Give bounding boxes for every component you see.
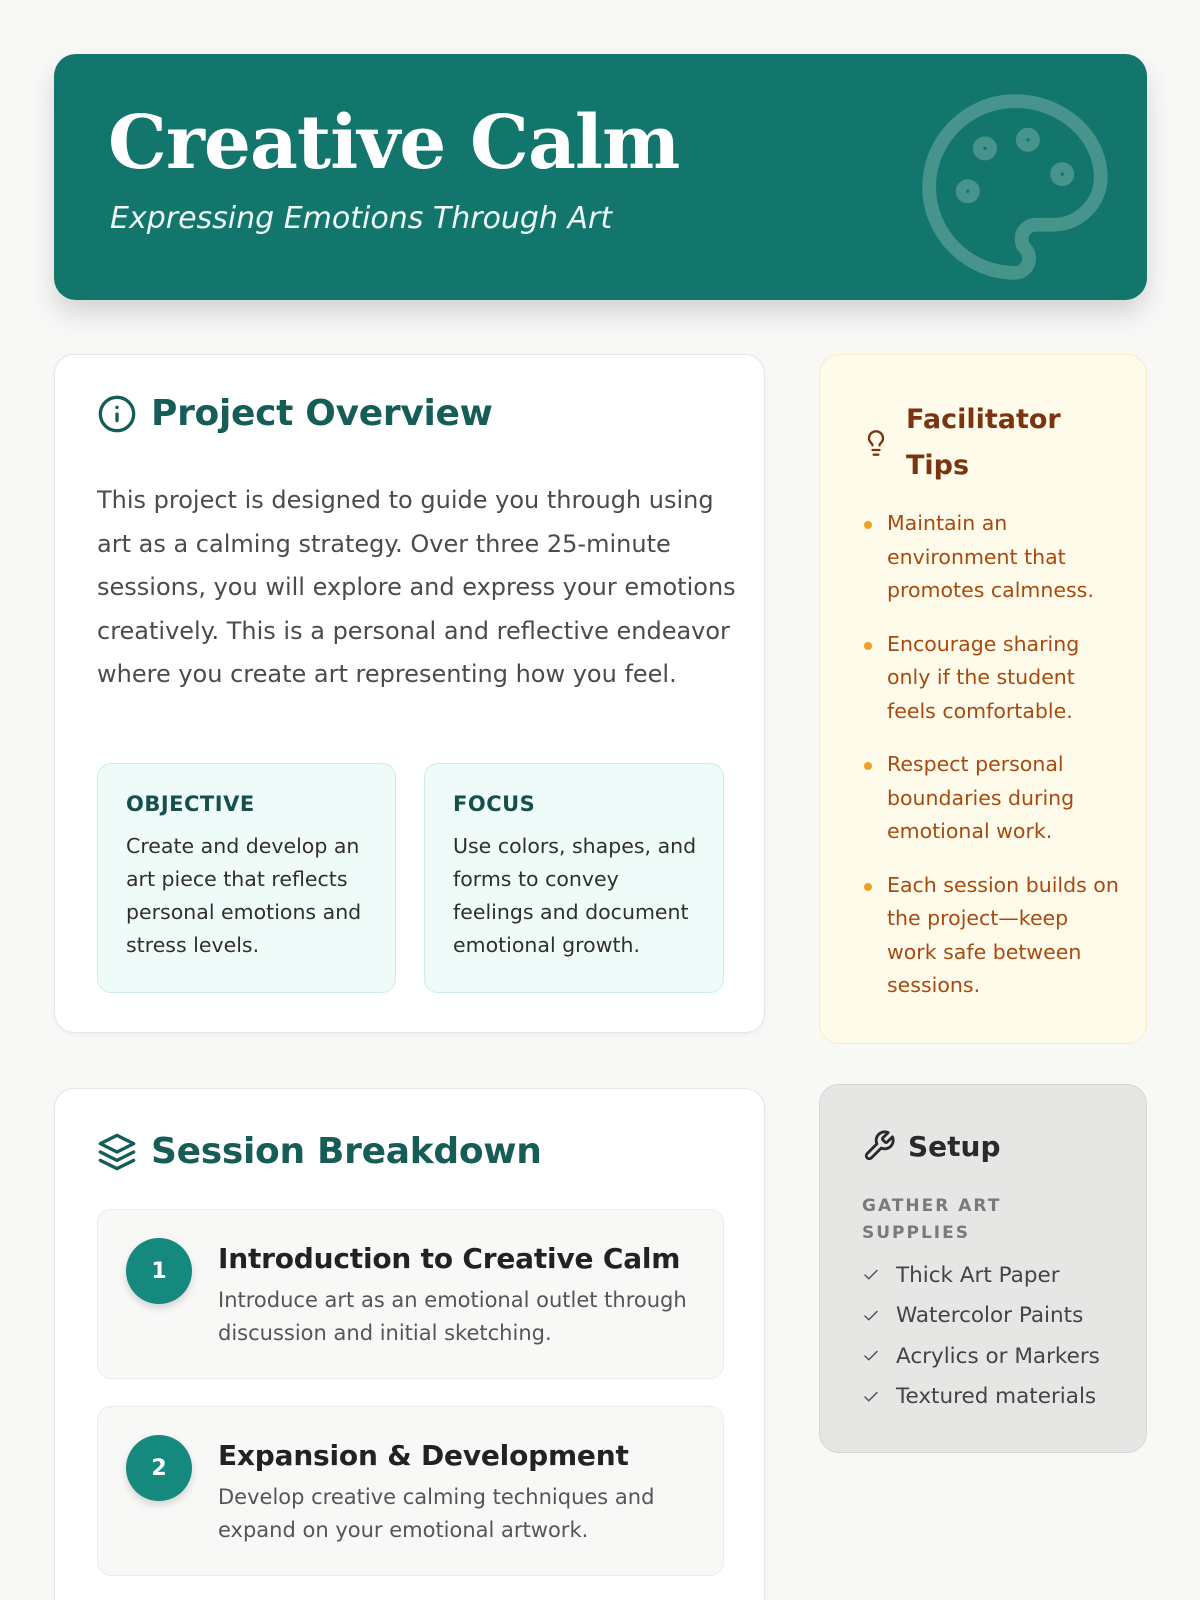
facilitator-tips-heading	[862, 397, 1066, 489]
facilitator-tips-title: Facilitator Tips	[906, 404, 1061, 481]
supply-label: Watercolor Paints	[896, 1303, 1084, 1329]
session-number-badge: 1	[126, 1238, 192, 1304]
supply-item	[862, 1255, 1100, 1296]
bullet-dot-icon	[864, 762, 872, 770]
page-title: Creative Calm	[108, 100, 680, 186]
tip-text: Maintain an environment that promotes calmness.	[887, 511, 1094, 602]
supplies-list	[862, 1255, 1100, 1417]
bullet-dot-icon	[864, 883, 872, 891]
facilitator-tips-card	[819, 354, 1147, 1044]
supply-item	[862, 1377, 1100, 1418]
session-title: Introduction to Creative Calm	[218, 1242, 681, 1275]
session-breakdown-heading	[97, 1131, 542, 1172]
lightbulb-icon	[862, 425, 890, 461]
info-icon	[97, 394, 137, 434]
setup-title: Setup	[908, 1129, 1001, 1163]
session-item	[97, 1209, 724, 1379]
wrench-icon	[862, 1129, 896, 1163]
check-icon	[862, 1266, 880, 1284]
objective-label: OBJECTIVE	[126, 792, 255, 816]
check-icon	[862, 1388, 880, 1406]
session-title: Expansion & Development	[218, 1439, 629, 1472]
tip-item	[862, 628, 1122, 729]
project-overview-text: This project is designed to guide you through using art as a calming strategy. Over three 25-minute sessions, you will explore and express your emotions creatively. This is a personal and reflective endeavor where you create art representing how you feel.	[97, 486, 736, 688]
tip-text: Each session builds on the project—keep work safe between sessions.	[887, 872, 1119, 997]
tip-text: Respect personal boundaries during emotional work.	[887, 752, 1075, 843]
session-number-badge: 2	[126, 1435, 192, 1501]
supply-item	[862, 1336, 1100, 1377]
tip-text: Encourage sharing only if the student feels comfortable.	[887, 631, 1080, 723]
supply-label: Textured materials	[896, 1384, 1097, 1410]
tip-item	[862, 748, 1122, 849]
focus-box	[424, 763, 724, 993]
tip-item	[862, 869, 1122, 1003]
session-breakdown-card	[54, 1088, 765, 1600]
tip-item	[862, 507, 1122, 608]
check-icon	[862, 1307, 880, 1325]
palette-icon	[912, 84, 1118, 290]
focus-label: FOCUS	[453, 792, 536, 816]
session-description: Develop creative calming techniques and expand on your emotional artwork.	[218, 1485, 655, 1542]
project-overview-heading	[97, 393, 493, 434]
setup-card	[819, 1084, 1147, 1453]
bullet-dot-icon	[864, 642, 872, 650]
page-header	[54, 54, 1147, 300]
session-description: Introduce art as an emotional outlet through discussion and initial sketching.	[218, 1288, 687, 1345]
facilitator-tips-list	[862, 507, 1122, 1023]
project-overview-card	[54, 354, 765, 1033]
session-breakdown-title: Session Breakdown	[151, 1131, 542, 1172]
check-icon	[862, 1347, 880, 1365]
setup-heading	[862, 1129, 1001, 1163]
supply-item	[862, 1296, 1100, 1337]
project-overview-title: Project Overview	[151, 393, 493, 434]
supply-label: Thick Art Paper	[896, 1262, 1060, 1288]
objective-text: Create and develop an art piece that reflects personal emotions and stress levels.	[126, 834, 362, 957]
bullet-dot-icon	[864, 521, 872, 529]
page-subtitle: Expressing Emotions Through Art	[110, 201, 613, 236]
objective-box	[97, 763, 396, 993]
focus-text: Use colors, shapes, and forms to convey feelings and document emotional growth.	[453, 834, 697, 957]
setup-subtitle: GATHER ART SUPPLIES	[862, 1196, 1002, 1243]
layers-icon	[97, 1132, 137, 1172]
supply-label: Acrylics or Markers	[896, 1343, 1100, 1369]
session-item	[97, 1406, 724, 1576]
